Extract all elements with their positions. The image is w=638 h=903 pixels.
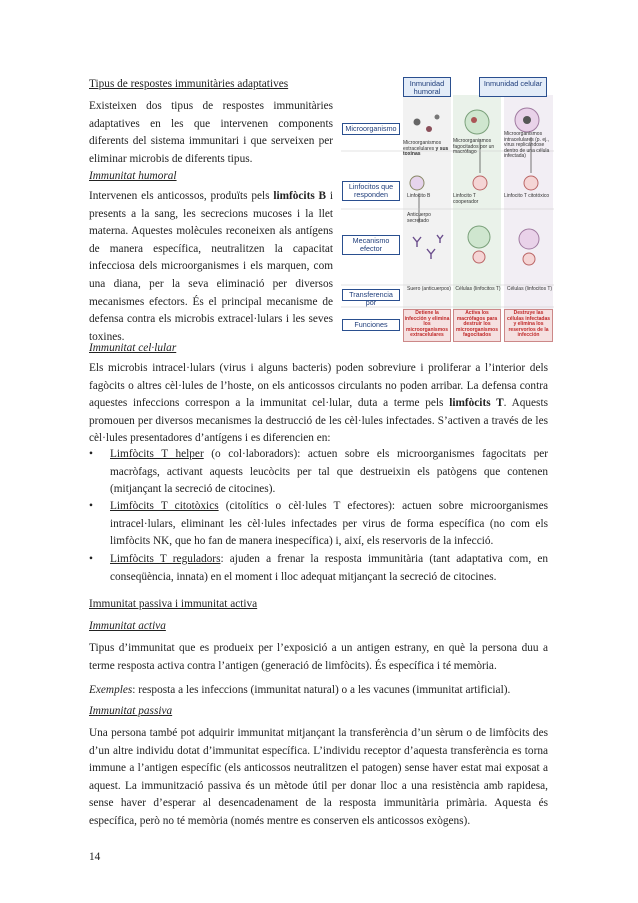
section-title-passive-active: Immunitat passiva i immunitat activa <box>89 598 258 610</box>
cellular-bold-term: limfòcits T <box>449 397 504 410</box>
b-cell-icon <box>410 176 424 190</box>
bullet-text-regulators: : ajuden a frenar la resposta immunitària (tant adaptativa com, en conseqüència, innata) en el moment i lloc adequat mitjançant la secreció de citocines. <box>110 553 548 583</box>
bullet-symbol-3: • <box>89 553 93 565</box>
caption-linf-t-cito: Linfocito T citotóxico <box>504 193 550 199</box>
killed-cell-icon <box>519 229 539 249</box>
section-title-response-types: Tipus de respostes immunitàries adaptatives <box>89 78 289 90</box>
function-t-helper: Activa los macrófagos para destruir los microorganismos fagocitados <box>453 309 501 342</box>
cellular-text-a: Els microbis intracel·lulars (virus i alguns bacteris) poden sobreviure i proliferar a l’interior dels fagòcits o altres cèl·lules de l’hoste, on els anticossos circulants no poden arribar. La defensa contra aquestes infeccions correspon a la immunitat cel·lular, duta a terme pels <box>89 362 548 410</box>
caption-micro-extra-bold: y sus toxinas <box>403 145 449 158</box>
row-label-transfer: Transferencia por <box>342 289 400 301</box>
humoral-text-a: Intervenen els anticossos, produïts pels <box>89 190 274 202</box>
row-label-effector: Mecanismo efector <box>342 235 400 255</box>
t-helper-icon <box>473 176 487 190</box>
examples-label: Exemples <box>89 684 133 696</box>
passive-paragraph: Una persona també pot adquirir immunitat mitjançant la transferència d’un sèrum o de limfòcits des d’un altre individu dotat d’immunitat específica. L’individu receptor d’aquesta transferència es torna immune a l’antigen específic (els anticossos neutralitzen el patogen) sense haver estat mai exposat a aquest. La immunització passiva és un mètode útil per donar lloc a una resistència amb rapidesa, sense haver d’esperar al desencadenament de la resposta immunitària primària. Aquesta és específica, però no té memòria (només mentre es conserven els anticossos exògens). <box>89 727 548 827</box>
macrophage-icon <box>465 110 489 134</box>
function-humoral: Detiene la infección y elimina los microorganismos extracelulares <box>403 309 451 342</box>
heading-active: Immunitat activa <box>89 620 166 632</box>
caption-micro-fago: Microorganismos fagocitados por un macrófago <box>453 138 495 156</box>
caption-micro-intra: Microorganismos intracelulares (p. ej., virus replicándose dentro de una célula infectada) <box>504 131 550 160</box>
caption-cells-2: Células (linfocitos T) <box>506 286 553 292</box>
bullet-item-regulators <box>110 551 548 586</box>
heading-cellular: Immunitat cel·lular <box>89 342 177 354</box>
examples-text: : resposta a les infeccions (immunitat natural) o a les vacunes (immunitat artificial). <box>132 684 511 696</box>
page-number: 14 <box>89 851 101 863</box>
bullet-symbol-1: • <box>89 448 93 460</box>
intro-paragraph: Existeixen dos tipus de respostes immunitàries adaptatives en les que intervenen components diferents del sistema immunitari i que serveixen per eliminar microbis de diferents tipus. <box>89 100 333 165</box>
humoral-bold-term: limfòcits B <box>273 190 327 202</box>
bullet-text-cytotoxic: (citolítics o cèl·lules T efectores): actuen sobre microorganismes intracel·lulars, eliminant les cèl·lules infectades per virus de forma específica (no com els limfòcits NK, que ho fan de manera inespecífica) i, així, els reservoris de la infecció. <box>110 500 548 548</box>
caption-suero: Suero (anticuerpos) <box>407 286 451 292</box>
activated-macrophage-icon <box>468 226 490 248</box>
caption-linf-t-coop: Linfocito T cooperador <box>453 193 479 205</box>
bullet-term-helper: Limfòcits T helper <box>110 448 204 460</box>
row-label-functions: Funciones <box>342 319 400 331</box>
bullet-symbol-2: • <box>89 500 93 512</box>
caption-micro-extra-text: Microorganismos extracelulares <box>403 140 442 152</box>
t-cytotoxic-icon <box>524 176 538 190</box>
bullet-item-cytotoxic <box>110 498 548 551</box>
caption-micro-extra <box>403 141 451 158</box>
cellular-text-b: . Aquests promouen per diversos mecanismes la destrucció de les cèl·lules infectades. S’activen a través de les cèl·lules presentadores d’antígens i es diferencien en: <box>89 397 548 445</box>
humoral-text-b: i presents a la sang, les secrecions mucoses i la llet materna. Aquestes molècules reconeixen als antígens de manera específica, neutralitzen la capacitat infecciosa dels microorganismes i els marquen, com una diana, per la seva eliminació per diversos mecanismes efectors. És el principal mecanisme de defensa contra els microbis extracel·lulars i les seves toxines. <box>89 190 333 343</box>
bullet-term-cytotoxic: Limfòcits T citotòxics <box>110 500 219 512</box>
heading-passive: Immunitat passiva <box>89 705 173 717</box>
bullet-text-helper: (o col·laboradors): actuen sobre els microorganismes fagocitats per macròfags, activant aquests leucòcits per tal que destrueixin els patògens que contenen (mitjançant la secreció de citocines). <box>110 448 548 496</box>
caption-anticuerpo: Anticuerpo secretado <box>407 212 431 224</box>
heading-humoral: Immunitat humoral <box>89 170 177 182</box>
active-paragraph: Tipus d’immunitat que es produeix per l’exposició a un antigen estrany, en què la persona duu a terme resposta activa contra l’antigen (generació de limfòcits). És específica i té memòria. <box>89 642 548 672</box>
row-label-lymphocytes: Linfocitos que responden <box>342 181 400 201</box>
caption-cells-1: Células (linfocitos T) <box>455 286 501 292</box>
bullet-term-regulators: Limfòcits T reguladors <box>110 553 221 565</box>
header-humoral: Inmunidad humoral <box>403 77 451 97</box>
caption-linf-b: Linfocito B <box>407 193 431 199</box>
header-cellular: Inmunidad celular <box>479 77 547 97</box>
examples-line <box>89 682 548 700</box>
cellular-paragraph <box>89 360 548 448</box>
immunity-figure <box>341 77 554 343</box>
humoral-paragraph <box>89 188 333 346</box>
bullet-item-helper <box>110 446 548 499</box>
function-t-cytotoxic: Destruye las células infectadas y elimina los reservorios de la infección <box>504 309 553 342</box>
row-label-microorganism: Microorganismo <box>342 123 400 135</box>
